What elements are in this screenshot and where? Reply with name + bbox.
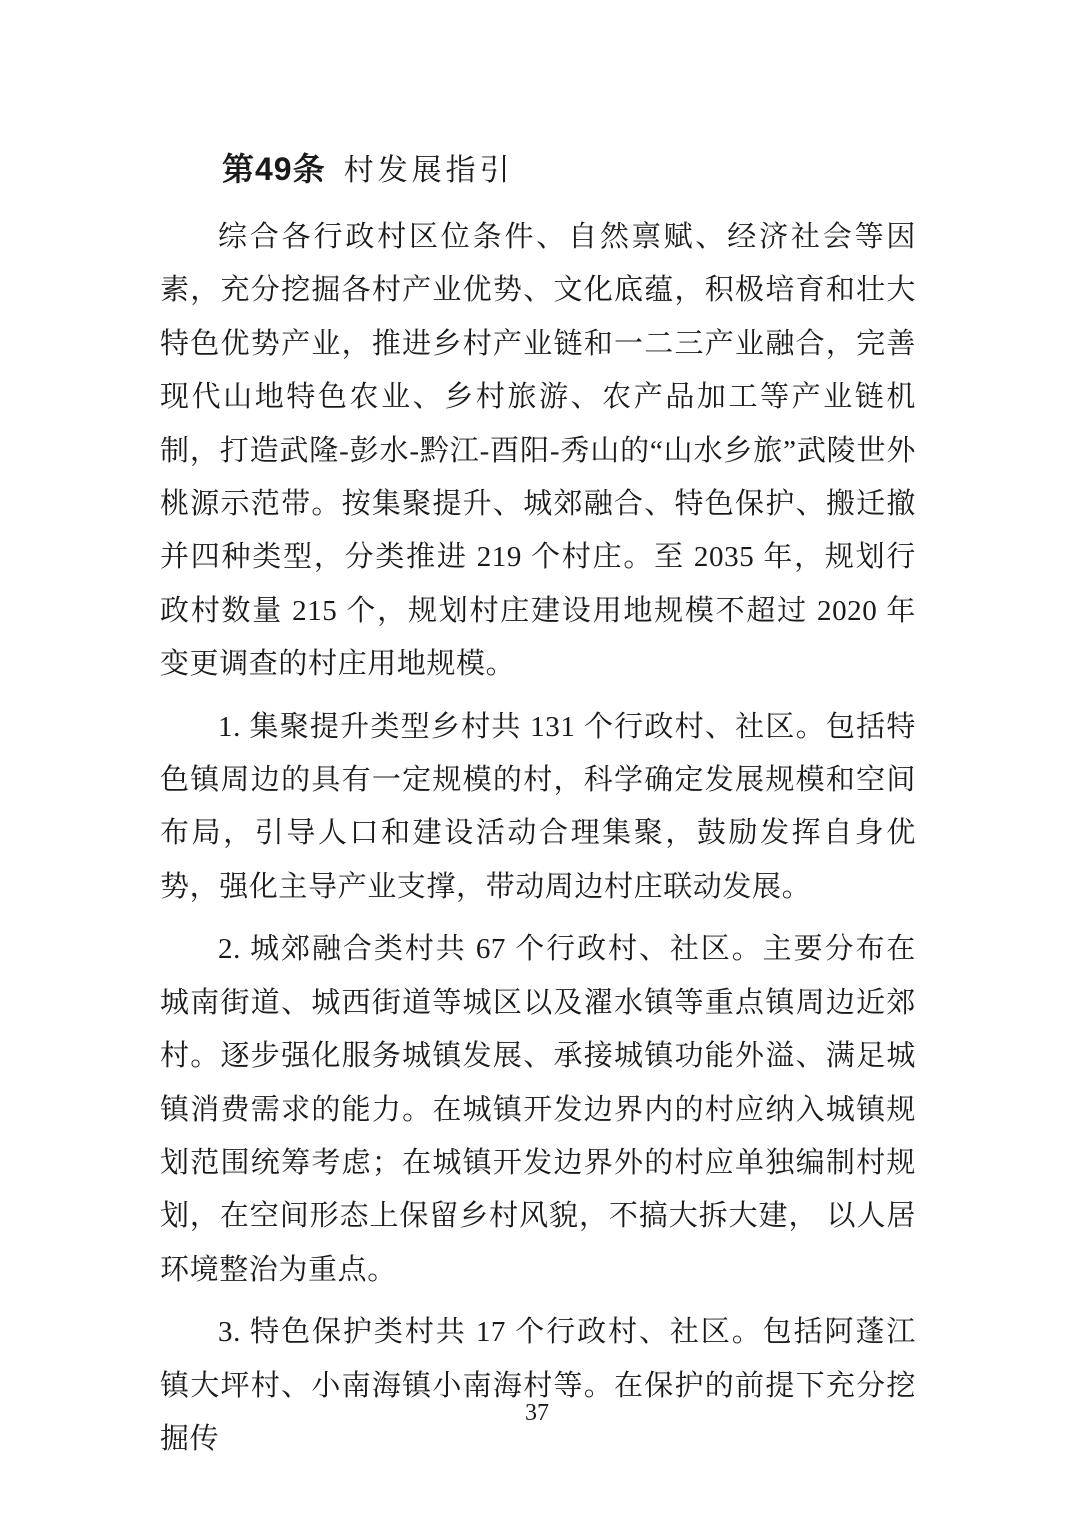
paragraph-item-1: 1. 集聚提升类型乡村共 131 个行政村、社区。包括特色镇周边的具有一定规模的村，科学确定发展规模和空间布局，引导人口和建设活动合理集聚，鼓励发挥自身优势，强化主导产业支撑，带动周边村庄联动发展。 (160, 710, 916, 903)
paragraph-item-2: 2. 城郊融合类村共 67 个行政村、社区。主要分布在城南街道、城西街道等城区以及濯水镇等重点镇周边近郊村。逐步强化服务城镇发展、承接城镇功能外溢、满足城镇消费需求的能力。在城镇开发边界内的村应纳入城镇规划范围统筹考虑；在城镇开发边界外的村应单独编制村规划，在空间形态上保留乡村风貌，不搞大拆大建， 以人居环境整治为重点。 (160, 933, 916, 1286)
paragraph-item-3: 3. 特色保护类村共 17 个行政村、社区。包括阿蓬江镇大坪村、小南海镇小南海村等。在保护的前提下充分挖掘传 (160, 1316, 916, 1455)
article-number: 第49条 (222, 151, 326, 187)
article-heading (222, 146, 916, 194)
paragraph-intro: 综合各行政村区位条件、自然禀赋、经济社会等因素，充分挖掘各村产业优势、文化底蕴，积极培育和壮大特色优势产业，推进乡村产业链和一二三产业融合，完善现代山地特色农业、乡村旅游、农产品加工等产业链机制，打造武隆-彭水-黔江-酉阳-秀山的“山水乡旅”武陵世外桃源示范带。按集聚提升、城郊融合、特色保护、搬迁撤并四种类型，分类推进 219 个村庄。至 2035 年，规划行政村数量 215 个，规划村庄建设用地规模不超过 2020 年变更调查的村庄用地规模。 (160, 221, 916, 681)
page-number: 37 (525, 1400, 549, 1426)
article-title: 村发展指引 (343, 154, 514, 187)
